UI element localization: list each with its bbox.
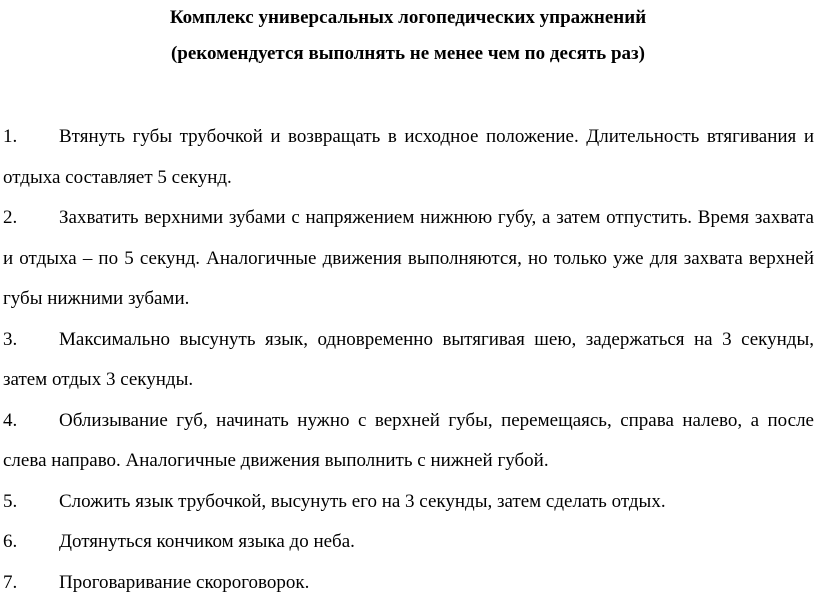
exercise-list [3, 117, 814, 603]
list-item [3, 482, 814, 523]
item-text: Максимально высунуть язык, одновременно вытягивая шею, задержаться на 3 секунды, затем отдых 3 секунды. [3, 329, 814, 391]
document-title: Комплекс универсальных логопедических упражнений [0, 5, 816, 31]
list-item [3, 522, 814, 563]
item-text: Дотянуться кончиком языка до неба. [59, 531, 355, 552]
item-text: Проговаривание скороговорок. [59, 572, 309, 593]
item-number: 5. [3, 482, 53, 523]
list-item [3, 117, 814, 198]
item-text: Захватить верхними зубами с напряжением нижнюю губу, а затем отпустить. Время захвата и отдыха – по 5 секунд. Аналогичные движения выполняются, но только уже для захвата верхней губы нижними зубами. [3, 207, 814, 309]
list-item [3, 320, 814, 401]
item-text: Облизывание губ, начинать нужно с верхней губы, перемещаясь, справа налево, а после слева направо. Аналогичные движения выполнить с нижней губой. [3, 410, 814, 472]
item-number: 2. [3, 198, 53, 239]
item-number: 3. [3, 320, 53, 361]
list-item [3, 401, 814, 482]
list-item [3, 198, 814, 320]
item-text: Втянуть губы трубочкой и возвращать в исходное положение. Длительность втягивания и отдыха составляет 5 секунд. [3, 126, 814, 188]
item-number: 1. [3, 117, 53, 158]
item-number: 7. [3, 563, 53, 603]
item-number: 4. [3, 401, 53, 442]
document-subtitle: (рекомендуется выполнять не менее чем по десять раз) [0, 41, 816, 67]
item-text: Сложить язык трубочкой, высунуть его на 3 секунды, затем сделать отдых. [59, 491, 666, 512]
item-number: 6. [3, 522, 53, 563]
